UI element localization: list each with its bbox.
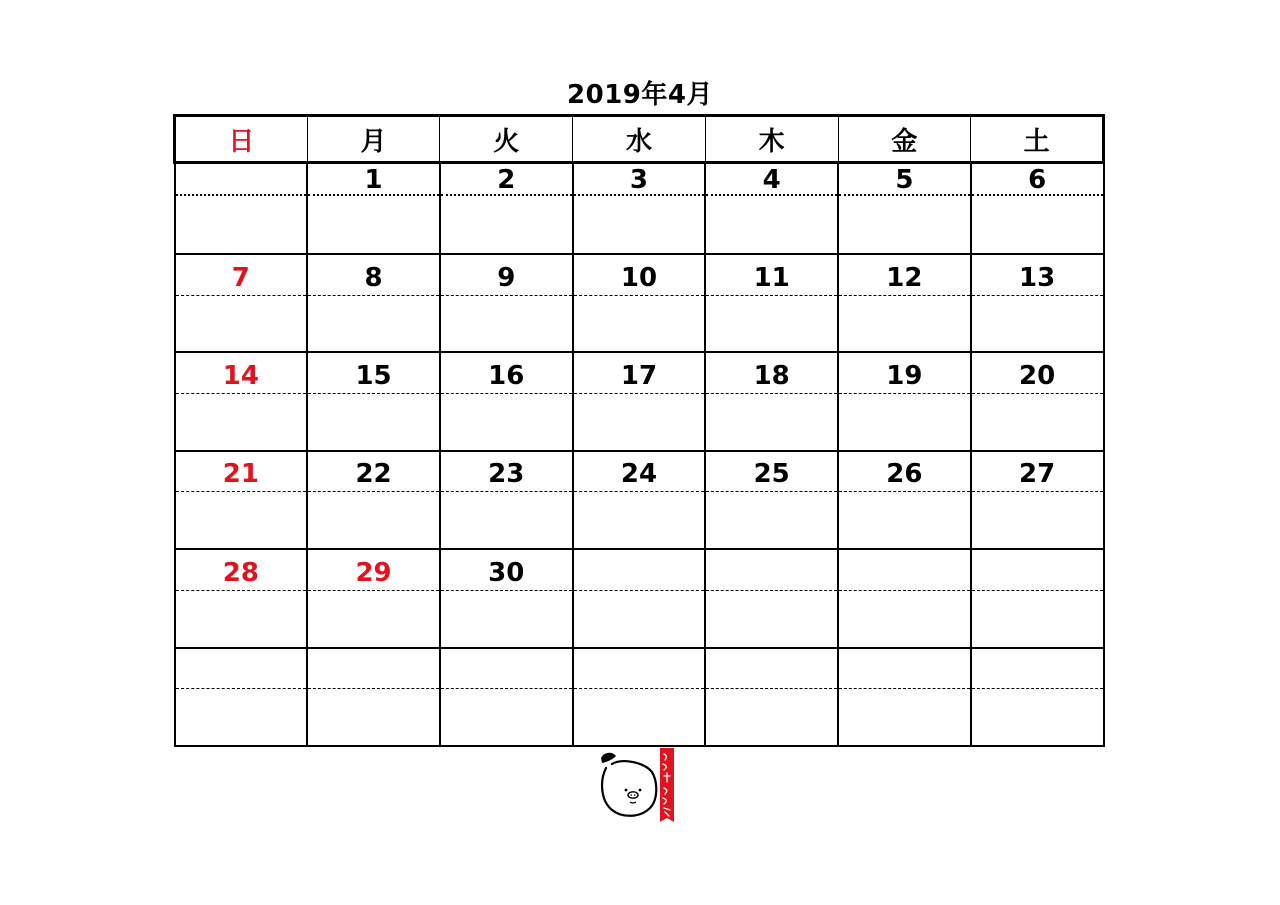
day-cell: 29 <box>307 549 440 590</box>
note-cell <box>440 492 573 549</box>
note-cell <box>971 590 1104 647</box>
note-cell <box>175 590 308 647</box>
day-cell: 17 <box>573 352 706 393</box>
day-cell: 1 <box>307 163 440 196</box>
day-cell <box>971 648 1104 689</box>
note-cell <box>971 295 1104 352</box>
note-cell <box>838 590 971 647</box>
day-cell: 21 <box>175 451 308 492</box>
note-cell <box>705 590 838 647</box>
note-cell <box>175 393 308 450</box>
week-6-dates <box>175 648 1104 689</box>
week-5-notes <box>175 590 1104 647</box>
day-cell: 4 <box>705 163 838 196</box>
day-cell <box>573 549 706 590</box>
note-cell <box>307 295 440 352</box>
note-cell <box>838 295 971 352</box>
note-cell <box>175 295 308 352</box>
note-cell <box>573 393 706 450</box>
calendar-title: 2019年4月 <box>567 80 713 110</box>
note-cell <box>307 492 440 549</box>
pig-face-icon <box>598 748 680 828</box>
pig-logo <box>598 748 680 828</box>
day-cell <box>838 549 971 590</box>
day-cell: 11 <box>705 254 838 295</box>
day-cell: 15 <box>307 352 440 393</box>
note-cell <box>971 688 1104 746</box>
note-cell <box>440 195 573 254</box>
note-cell <box>440 295 573 352</box>
weekday-thursday: 木 <box>705 116 838 163</box>
weekday-saturday: 土 <box>971 116 1104 163</box>
note-cell <box>440 688 573 746</box>
day-cell: 22 <box>307 451 440 492</box>
day-cell: 30 <box>440 549 573 590</box>
note-cell <box>838 195 971 254</box>
weekday-tuesday: 火 <box>440 116 573 163</box>
day-cell: 2 <box>440 163 573 196</box>
note-cell <box>307 393 440 450</box>
note-cell <box>971 195 1104 254</box>
day-cell: 24 <box>573 451 706 492</box>
note-cell <box>705 393 838 450</box>
weekday-monday: 月 <box>307 116 440 163</box>
weekday-friday: 金 <box>838 116 971 163</box>
day-cell: 28 <box>175 549 308 590</box>
week-4-dates <box>175 451 1104 492</box>
note-cell <box>573 688 706 746</box>
note-cell <box>175 688 308 746</box>
day-cell <box>573 648 706 689</box>
day-cell <box>307 648 440 689</box>
day-cell: 9 <box>440 254 573 295</box>
week-1-dates <box>175 163 1104 196</box>
day-cell: 26 <box>838 451 971 492</box>
day-cell <box>838 648 971 689</box>
day-cell: 7 <box>175 254 308 295</box>
week-4-notes <box>175 492 1104 549</box>
note-cell <box>175 195 308 254</box>
note-cell <box>307 590 440 647</box>
day-cell: 8 <box>307 254 440 295</box>
note-cell <box>705 195 838 254</box>
day-cell: 5 <box>838 163 971 196</box>
day-cell: 12 <box>838 254 971 295</box>
note-cell <box>573 590 706 647</box>
note-cell <box>705 295 838 352</box>
day-cell: 10 <box>573 254 706 295</box>
day-cell: 19 <box>838 352 971 393</box>
note-cell <box>175 492 308 549</box>
day-cell: 27 <box>971 451 1104 492</box>
note-cell <box>838 688 971 746</box>
week-6-notes <box>175 688 1104 746</box>
note-cell <box>440 393 573 450</box>
day-cell: 16 <box>440 352 573 393</box>
week-2-notes <box>175 295 1104 352</box>
week-1-notes <box>175 195 1104 254</box>
day-cell: 20 <box>971 352 1104 393</box>
day-cell <box>175 648 308 689</box>
day-cell <box>440 648 573 689</box>
week-5-dates <box>175 549 1104 590</box>
day-cell: 18 <box>705 352 838 393</box>
day-cell <box>971 549 1104 590</box>
day-cell: 14 <box>175 352 308 393</box>
day-cell <box>705 648 838 689</box>
day-cell: 3 <box>573 163 706 196</box>
note-cell <box>573 492 706 549</box>
note-cell <box>705 688 838 746</box>
day-cell: 23 <box>440 451 573 492</box>
week-3-notes <box>175 393 1104 450</box>
day-cell: 25 <box>705 451 838 492</box>
day-cell <box>705 549 838 590</box>
day-cell: 13 <box>971 254 1104 295</box>
week-2-dates <box>175 254 1104 295</box>
week-3-dates <box>175 352 1104 393</box>
note-cell <box>307 688 440 746</box>
note-cell <box>971 393 1104 450</box>
note-cell <box>838 393 971 450</box>
note-cell <box>971 492 1104 549</box>
note-cell <box>573 195 706 254</box>
note-cell <box>838 492 971 549</box>
note-cell <box>573 295 706 352</box>
weekday-header-row <box>175 116 1104 163</box>
calendar-grid <box>173 114 1105 747</box>
note-cell <box>307 195 440 254</box>
note-cell <box>705 492 838 549</box>
note-cell <box>440 590 573 647</box>
weekday-wednesday: 水 <box>573 116 706 163</box>
day-cell <box>175 163 308 196</box>
day-cell: 6 <box>971 163 1104 196</box>
weekday-sunday: 日 <box>175 116 308 163</box>
